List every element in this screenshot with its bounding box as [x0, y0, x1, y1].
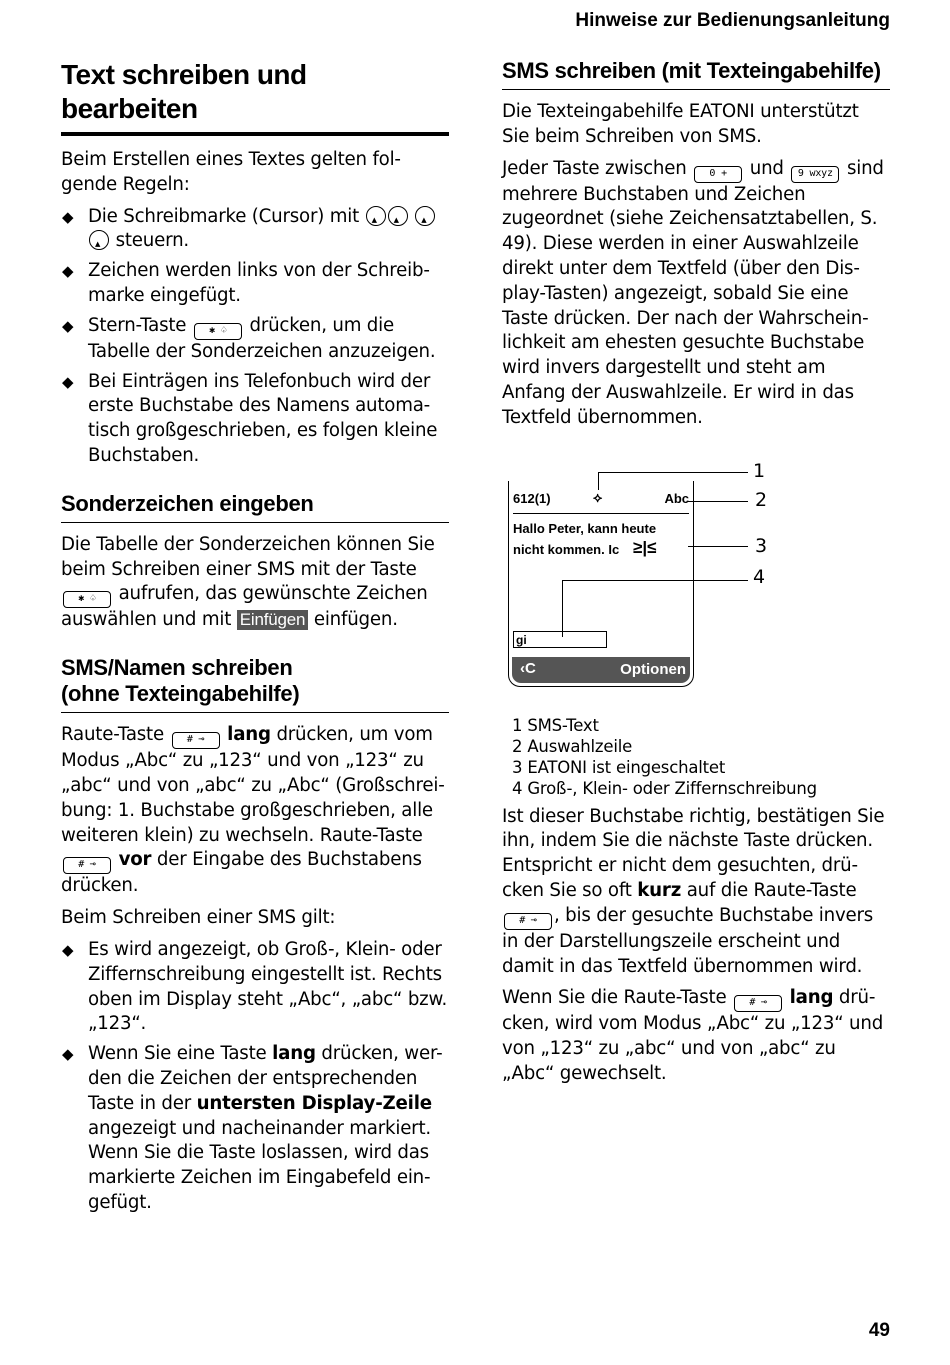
sms-without-input-help-section: [61, 655, 449, 1216]
hash-key-icon: # ⊸: [172, 732, 220, 749]
figure-legend: [502, 715, 890, 799]
diamond-bullet-icon: ◆: [62, 940, 74, 959]
callout-line-3: [688, 546, 748, 547]
page-number: 49: [868, 1320, 890, 1341]
sms-counter: 612(1): [513, 490, 551, 506]
list-item: ◆ Wenn Sie eine Taste lang drücken, wer-den die Zeichen der entsprechenden Taste in der untersten Display-Zeile angezeigt und nacheinander markiert. Wenn Sie die Taste loslassen, wird das markierte Zeichen im Eingabefeld ein-gefügt.: [62, 1043, 443, 1213]
callout-line-4-stem: [562, 580, 563, 637]
diamond-bullet-icon: ◆: [62, 316, 74, 335]
rules-list: [61, 205, 449, 469]
callout-number-3: 3: [755, 534, 768, 557]
section-title-sms-without-help: SMS/Namen schreiben (ohne Texteingabehilfe): [61, 655, 449, 713]
insert-display-key: Einfügen: [237, 610, 309, 630]
star-key-icon: ✱ ♤: [194, 323, 242, 340]
section-title-special-characters: Sonderzeichen eingeben: [61, 491, 449, 523]
mode-switch-text: Wenn Sie die Raute-Taste # ⊸ lang drü-cken, wird vom Modus „Abc“ zu „123“ und von „123“ zu „abc“ und von „abc“ zu „Abc“ gewechselt.: [502, 987, 884, 1084]
diamond-bullet-icon: ◆: [62, 1045, 74, 1064]
sms-text-line-1: Hallo Peter, kann heute: [513, 520, 657, 536]
special-characters-text: Die Tabelle der Sonderzeichen können Sie beim Schreiben einer SMS mit der Taste ✱ ♤ aufrufen, das gewünschte Zeichen auswählen und mit Einfügen einfügen.: [61, 533, 435, 631]
eatoni-description: Jeder Taste zwischen 0 + und 9 wxyz sind mehrere Buchstaben und Zeichen zugeordnet (siehe Zeichensatztabellen, S. 49). Diese werden in einer Auswahlzeile direkt unter dem Textfeld (über den Dis-play-Tasten) angezeigt, sobald Sie eine Taste drücken. Der nach der Wahrschein-lichkeit am ehesten gesuchte Buchstabe wird invers dargestellt und steht am Anfang der Auswahlzeile. Er wird in das Textfeld übernommen.: [502, 157, 884, 428]
list-item: ◆ Es wird angezeigt, ob Groß-, Klein- oder Ziffernschreibung eingestellt ist. Rechts oben im Display steht „Abc“, „abc“ bzw. „123“.: [62, 938, 448, 1035]
section-title-sms-with-help: SMS schreiben (mit Texteingabehilfe): [502, 58, 890, 90]
diamond-bullet-icon: ◆: [62, 372, 74, 391]
confirm-letter-text: Ist dieser Buchstabe richtig, bestätigen Sie ihn, indem Sie die nächste Taste drücken. Entspricht er nicht dem gesuchten, drü-cken Sie so oft kurz auf die Raute-Taste # ⊸ , bis der gesuchte Buchstabe invers in der Darstellungszeile erscheint und damit in das Textfeld übernommen wird.: [502, 805, 885, 977]
eatoni-intro: Die Texteingabehilfe EATONI unterstützt Sie beim Schreiben von SMS.: [502, 101, 859, 147]
selection-line: gi: [513, 631, 607, 648]
callout-number-4: 4: [753, 565, 766, 588]
legend-item: 4 Groß-, Klein- oder Ziffernschreibung: [512, 778, 817, 798]
back-arrow-icon: ‹C: [520, 659, 536, 677]
list-item: ◆ Stern-Taste ✱ ♤ drücken, um die Tabelle der Sonderzeichen anzuzeigen.: [62, 314, 436, 362]
hash-key-icon: # ⊸: [734, 995, 782, 1012]
display-softkey-bar: [512, 657, 690, 683]
options-softkey: Optionen: [620, 660, 686, 678]
list-item: ◆ Die Schreibmarke (Cursor) mit ▲▲ ▲▲ steuern.: [61, 205, 449, 255]
legend-item: 1 SMS-Text: [512, 715, 599, 735]
right-column: [502, 58, 890, 1094]
list-item: ◆ Bei Einträgen ins Telefonbuch wird der erste Buchstabe des Namens automa-tisch großgeschrieben, es folgen kleine Buchstaben.: [62, 370, 438, 466]
special-characters-section: [61, 491, 449, 633]
eatoni-icon: ⟡: [593, 488, 603, 505]
left-column: [61, 58, 449, 1223]
sms-text-line-2: nicht kommen. Ic: [513, 541, 620, 557]
legend-item: 2 Auswahlzeile: [512, 736, 633, 756]
navigation-key-left-icon: [415, 206, 435, 226]
section-title-text-writing: Text schreiben und bearbeiten: [61, 58, 449, 136]
sms-rules-intro: Beim Schreiben einer SMS gilt:: [61, 907, 336, 929]
running-header: Hinweise zur Bedienungsanleitung: [575, 10, 890, 31]
star-key-icon: ✱ ♤: [63, 591, 111, 608]
callout-line-1-stem: [598, 472, 599, 490]
hash-key-icon: # ⊸: [504, 913, 552, 930]
callout-line-4: [562, 580, 748, 581]
intro-text: Beim Erstellen eines Textes gelten fol-gende Regeln:: [61, 149, 401, 195]
hash-key-icon: # ⊸: [63, 857, 111, 874]
mode-indicator: Abc: [664, 490, 689, 506]
diamond-bullet-icon: ◆: [62, 262, 74, 281]
hash-key-paragraph: Raute-Taste # ⊸ lang drücken, um vom Modus „Abc“ zu „123“ und von „123“ zu „abc“ und von „abc“ zu „Abc“ (Großschrei-bung: 1. Buchstabe großgeschrieben, alle weiteren klein) zu wechseln. Raute-Taste # ⊸ vor der Eingabe des Buchstabens drücken.: [61, 724, 445, 897]
legend-item: 3 EATONI ist eingeschaltet: [512, 757, 726, 777]
callout-line-2: [688, 501, 748, 502]
diamond-bullet-icon: ◆: [62, 207, 74, 226]
display-divider: [513, 513, 689, 514]
callout-line-1: [598, 472, 748, 473]
cursor-icon: ≥|≤: [633, 537, 657, 557]
phone-display: [508, 481, 694, 687]
sms-rules-list: [61, 938, 449, 1216]
callout-number-2: 2: [755, 488, 768, 511]
navigation-key-up-icon: [366, 206, 386, 226]
list-item: ◆ Zeichen werden links von der Schreib-marke eingefügt.: [62, 260, 430, 306]
nine-key-icon: 9 wxyz: [791, 166, 839, 183]
callout-number-1: 1: [753, 459, 766, 482]
navigation-key-right-icon: [89, 230, 109, 250]
navigation-key-down-icon: [388, 206, 408, 226]
display-figure: [502, 453, 890, 715]
zero-key-icon: 0 +: [694, 166, 742, 183]
